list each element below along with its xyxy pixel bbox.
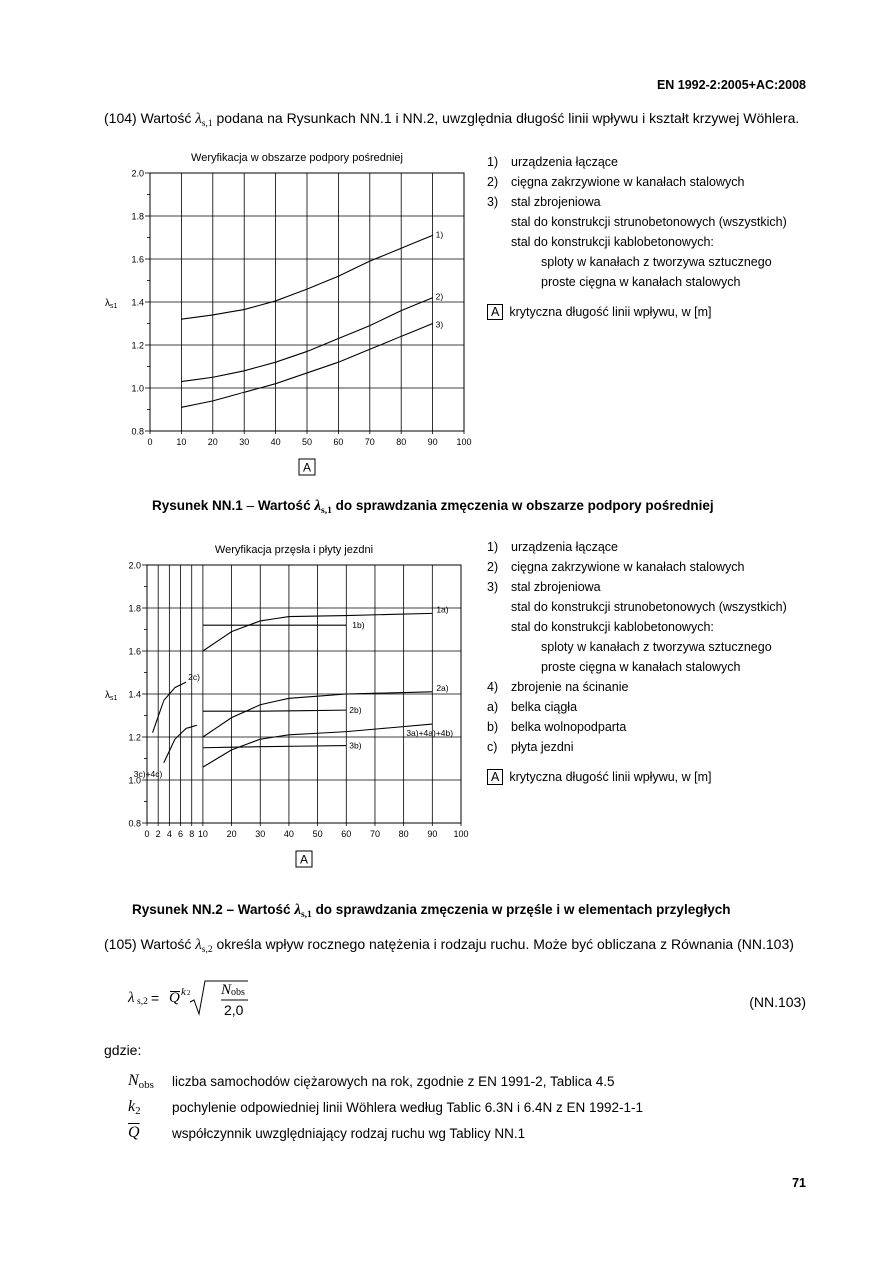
legend-item: a) belka ciągła [487,700,578,714]
y-tick-label: 2.0 [128,560,141,571]
series-label: 2b) [349,705,362,716]
x-tick-label: 40 [283,829,294,839]
series-label: 3a)+4a)+4b) [406,728,454,739]
legend-subitem: sploty w kanałach z tworzywa sztucznego [541,255,772,269]
x-tick-label: 80 [398,829,409,839]
legend-item: c) płyta jezdni [487,740,574,754]
series-line-6 [203,746,346,748]
legend-item: 2) cięgna zakrzywione w kanałach stalowych [487,560,745,574]
y-tick-label: 1.2 [131,340,144,351]
figure2-caption: Rysunek NN.2 – Wartość $\lambda_{s,1}$ do sprawdzania zmęczenia w przęśle i w elementach przyległych [132,902,731,920]
x-tick-label: 50 [301,437,313,447]
x-tick-label: 100 [453,829,469,839]
lambda-symbol: λ [195,111,202,127]
definition-symbol: $N_{obs}$ [128,1071,154,1091]
x-tick-label: 30 [255,829,266,839]
chart-nn1 [95,145,485,485]
chart-title: Weryfikacja w obszarze podpory pośredniej [191,152,403,164]
legend-subitem: sploty w kanałach z tworzywa sztucznego [541,640,772,654]
legend-subitem: stal do konstrukcji strunobetonowych (wszystkich) [511,600,787,614]
y-axis-label: $\lambda_{s1}$ [105,298,118,310]
figure1-legend [487,152,817,322]
x-tick-label: 20 [226,829,237,839]
x-tick-label: 60 [333,437,344,447]
x-tick-label: 6 [178,829,184,839]
legend-box-row: A krytyczna długość linii wpływu, w [m] [487,767,817,787]
x-tick-label: 90 [427,437,438,447]
x-tick-label: 80 [396,437,407,447]
legend-box-a: A [487,304,503,320]
definition-symbol: $\overline{Q}$ [128,1124,140,1141]
legend-subitem: stal do konstrukcji kablobetonowych: [511,235,714,249]
x-tick-label: 4 [166,829,172,839]
document-code: EN 1992-2:2005+AC:2008 [656,78,806,92]
para104-after: podana na Rysunkach NN.1 i NN.2, uwzględnia długość linii wpływu i kształt krzywej Wöhlera. [212,110,800,126]
y-tick-label: 1.2 [128,732,141,743]
paragraph-104 [104,110,799,129]
x-tick-label: 8 [189,829,195,839]
series-label: 1a) [436,604,449,615]
y-tick-label: 0.8 [131,426,144,437]
page-number: 71 [792,1176,806,1190]
x-tick-label: 2 [155,829,161,839]
y-tick-label: 2.0 [131,168,144,179]
series-label: 1) [435,229,444,240]
legend-item: 2) cięgna zakrzywione w kanałach stalowych [487,175,745,189]
y-tick-label: 1.8 [131,211,144,222]
y-tick-label: 1.4 [131,297,144,308]
definition-row: $k_2$ pochylenie odpowiedniej linii Wöhlera według Tablic 6.3N i 6.4N z EN 1992-1-1 [128,1097,644,1117]
x-axis-label: A [299,852,309,867]
legend-subitem: stal do konstrukcji strunobetonowych (wszystkich) [511,215,787,229]
chart-title: Weryfikacja przęsła i płyty jezdni [214,544,374,556]
x-tick-label: 30 [239,437,250,447]
figure2-legend [487,537,817,787]
series-label: 3b) [349,740,362,751]
x-tick-label: 50 [312,829,323,839]
y-tick-label: 0.8 [128,818,141,829]
legend-item: 3) stal zbrojeniowa [487,195,601,209]
y-tick-label: 1.4 [128,689,141,700]
x-tick-label: 0 [144,829,150,839]
x-tick-label: 0 [147,437,153,447]
gdzie-label: gdzie: [104,1042,142,1058]
x-tick-label: 70 [364,437,375,447]
x-axis-label: A [302,460,312,475]
x-tick-label: 20 [207,437,218,447]
legend-box-a: A [487,769,503,785]
y-tick-label: 1.0 [128,775,141,786]
legend-subitem: proste cięgna w kanałach stalowych [541,275,741,289]
chart-nn2 [95,530,485,875]
x-tick-label: 60 [341,829,352,839]
x-tick-label: 10 [176,437,187,447]
x-tick-label: 70 [369,829,380,839]
y-tick-label: 1.6 [128,646,141,657]
figure1-caption: Rysunek NN.1 – Wartość $\lambda_{s,1}$ do sprawdzania zmęczenia w obszarze podpory pośredniej [152,498,714,516]
legend-item: 1) urządzenia łączące [487,155,619,169]
legend-box-row: A krytyczna długość linii wpływu, w [m] [487,302,817,322]
equation-number: (NN.103) [749,994,806,1010]
definitions-list [128,1068,643,1146]
legend-subitem: proste cięgna w kanałach stalowych [541,660,741,674]
equation-nn103: λ s,2 = Q k 2 N obs 2,0 [128,980,258,1020]
x-tick-label: 100 [456,437,472,447]
legend-item: 4) zbrojenie na ścinanie [487,680,629,694]
series-label: 3) [435,319,444,330]
y-tick-label: 1.6 [131,254,144,265]
definition-symbol: $k_2$ [128,1097,141,1117]
lambda-subscript: s,1 [201,119,213,129]
x-tick-label: 10 [197,829,208,839]
legend-item: 1) urządzenia łączące [487,540,619,554]
para104-before: (104) Wartość [104,110,196,126]
y-tick-label: 1.8 [128,603,141,614]
x-tick-label: 90 [427,829,438,839]
series-label: 2c) [188,672,200,683]
x-tick-label: 40 [270,437,281,447]
series-label: 3c)+4c) [133,768,163,779]
series-label: 2) [435,291,444,302]
series-label: 1b) [352,620,365,631]
legend-item: b) belka wolnopodparta [487,720,627,734]
series-line-3 [203,710,346,711]
definition-row: $N_{obs}$ liczba samochodów ciężarowych na rok, zgodnie z EN 1991-2, Tablica 4.5 [128,1071,615,1091]
legend-subitem: stal do konstrukcji kablobetonowych: [511,620,714,634]
paragraph-105: (105) Wartość $\lambda_{s,2}$ określa wpływ rocznego natężenia i rodzaju ruchu. Może być obliczana z Równania (NN.103) [104,936,794,955]
series-label: 2a) [436,682,449,693]
y-tick-label: 1.0 [131,383,144,394]
legend-item: 3) stal zbrojeniowa [487,580,601,594]
definition-row: $\overline{Q}$ współczynnik uwzględniający rodzaj ruchu wg Tablicy NN.1 [128,1124,526,1141]
y-axis-label: $\lambda_{s1}$ [105,690,118,702]
